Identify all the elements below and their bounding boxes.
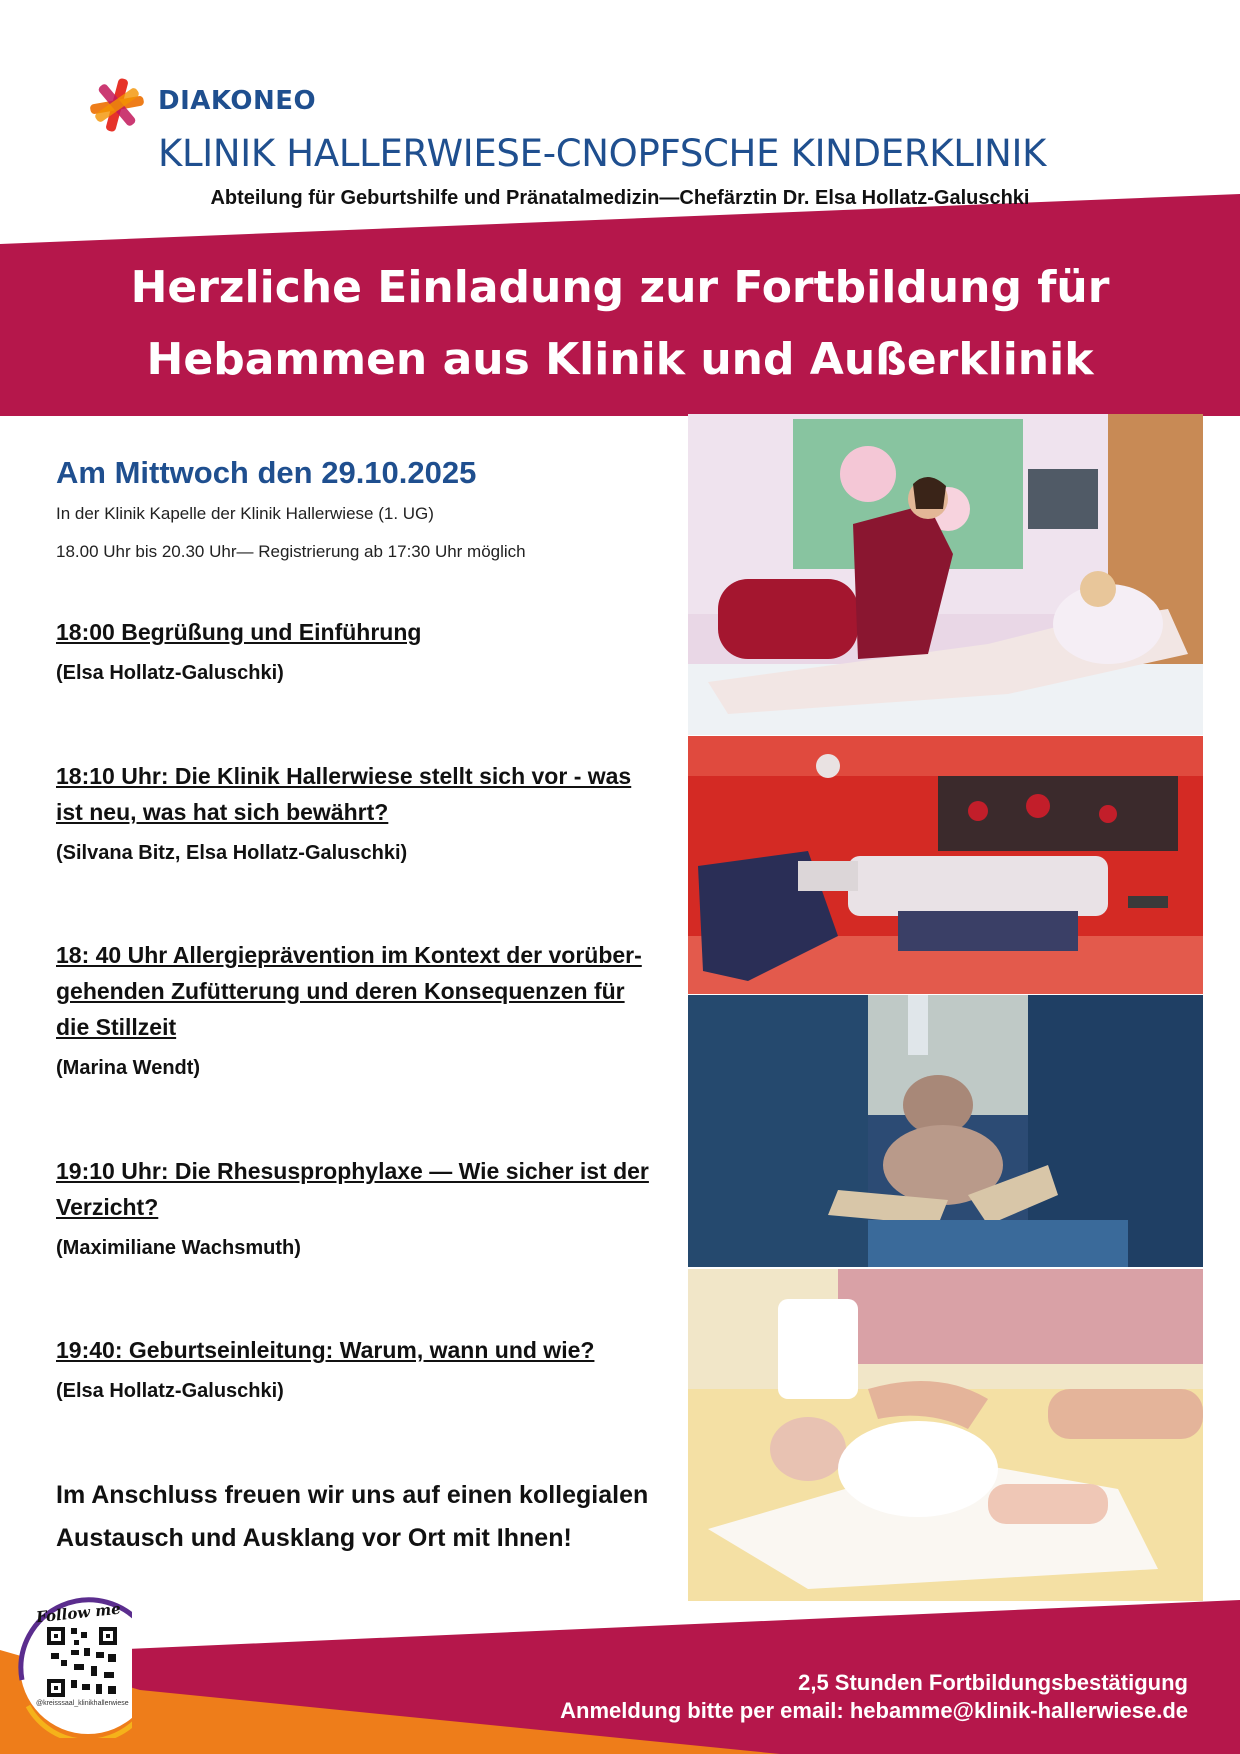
diakoneo-logo-icon (90, 76, 144, 134)
program-item-speaker: (Silvana Bitz, Elsa Hollatz-Galuschki) (56, 842, 408, 864)
photo-midwife-examination (688, 414, 1203, 735)
photo-delivery-room (688, 736, 1203, 994)
department-line: Abteilung für Geburtshilfe und Pränatalmedizin—Chefärztin Dr. Elsa Hollatz-Galuschki (210, 187, 1030, 209)
title-line: gehenden Zufütterung und deren Konsequenzen für (56, 978, 625, 1004)
program-item-speaker: (Marina Wendt) (56, 1057, 201, 1079)
title-line: 18:00 Begrüßung und Einführung (56, 619, 422, 645)
program-item-title (56, 758, 676, 830)
program-item-speaker: (Elsa Hollatz-Galuschki) (56, 1380, 284, 1402)
headline-line-2: Hebammen aus Klinik und Außerklinik (146, 334, 1094, 385)
closing-message (56, 1474, 676, 1560)
closing-line: Im Anschluss freuen wir uns auf einen kollegialen (56, 1481, 649, 1509)
title-line: ist neu, was hat sich bewährt? (56, 799, 389, 825)
program-item (56, 614, 676, 685)
program-item-speaker: (Maximiliane Wachsmuth) (56, 1237, 301, 1259)
program-item-title (56, 1153, 676, 1225)
social-handle: @kreisssaal_klinikhallerwiese (36, 1700, 129, 1707)
event-time: 18.00 Uhr bis 20.30 Uhr— Registrierung ab 17:30 Uhr möglich (56, 542, 526, 561)
title-line: die Stillzeit (56, 1014, 177, 1040)
program-item-title (56, 614, 676, 650)
title-line: 18: 40 Uhr Allergieprävention im Kontext der vorüber- (56, 942, 642, 968)
invitation-headline (0, 252, 1240, 396)
event-date: Am Mittwoch den 29.10.2025 (56, 455, 477, 490)
program-item (56, 1153, 676, 1260)
photo-newborn-care (688, 1269, 1203, 1601)
photo-birth-operating-room (688, 995, 1203, 1267)
program-item (56, 937, 676, 1080)
brand-name: DIAKONEO (158, 86, 317, 116)
follow-me-label: Follow me (35, 1599, 122, 1627)
program-item-title (56, 1332, 676, 1368)
title-line: Verzicht? (56, 1194, 159, 1220)
title-line: 19:40: Geburtseinleitung: Warum, wann und wie? (56, 1337, 595, 1363)
program-item-speaker: (Elsa Hollatz-Galuschki) (56, 662, 284, 684)
headline-line-1: Herzliche Einladung zur Fortbildung für (130, 262, 1110, 313)
program-item (56, 1332, 676, 1403)
credits-note: 2,5 Stunden Fortbildungsbestätigung (798, 1670, 1188, 1695)
registration-email[interactable]: Anmeldung bitte per email: hebamme@klinik-hallerwiese.de (560, 1698, 1188, 1723)
title-line: 19:10 Uhr: Die Rhesusprophylaxe — Wie sicher ist der (56, 1158, 649, 1184)
program-item (56, 758, 676, 865)
clinic-name: KLINIK HALLERWIESE-CNOPFSCHE KINDERKLINIK (158, 132, 1047, 175)
program-item-title (56, 937, 676, 1045)
closing-line: Austausch und Ausklang vor Ort mit Ihnen! (56, 1524, 572, 1552)
title-line: 18:10 Uhr: Die Klinik Hallerwiese stellt sich vor - was (56, 763, 632, 789)
event-location: In der Klinik Kapelle der Klinik Hallerwiese (1. UG) (56, 504, 434, 523)
